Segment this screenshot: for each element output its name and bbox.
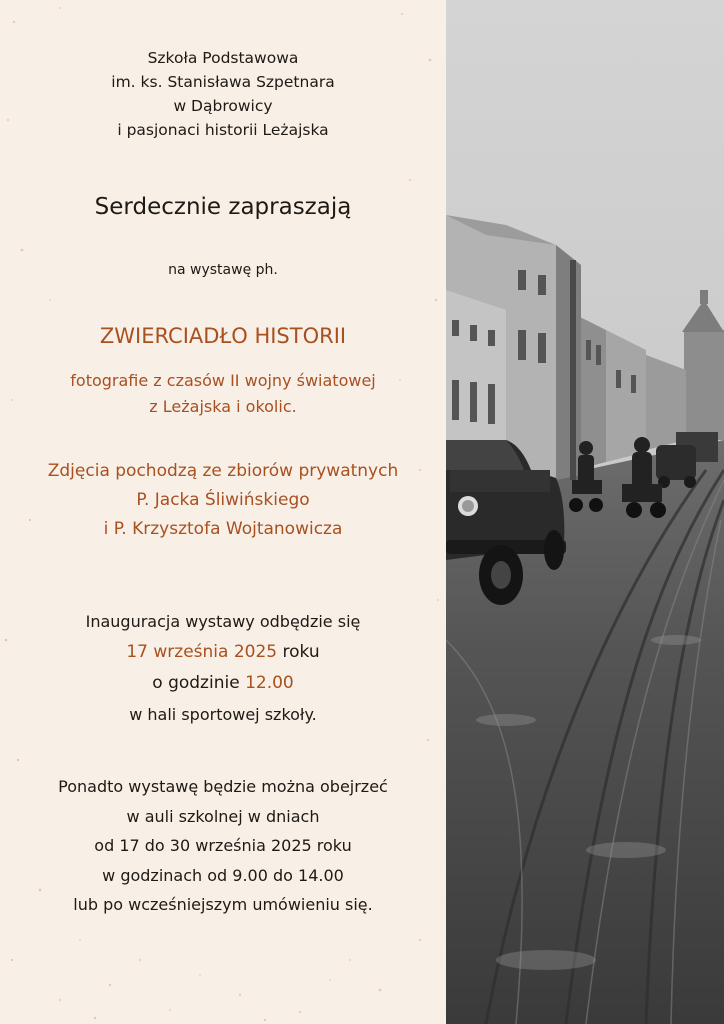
street-scene-illustration xyxy=(446,0,724,1024)
organizer-line-1: Szkoła Podstawowa xyxy=(147,49,299,67)
inauguration-info xyxy=(0,606,446,730)
inauguration-date: 17 września 2025 xyxy=(126,642,278,662)
organizer-line-3: w Dąbrowicy xyxy=(173,97,273,115)
inauguration-year-word: roku xyxy=(277,642,320,662)
organizer-line-2: im. ks. Stanisława Szpetnara xyxy=(111,73,335,91)
inauguration-place: w hali sportowej szkoły. xyxy=(129,705,317,724)
organizers xyxy=(0,46,446,142)
additional-line-3: od 17 do 30 września 2025 roku xyxy=(94,836,352,855)
inauguration-time-line xyxy=(0,668,446,699)
additional-line-2: w auli szkolnej w dniach xyxy=(126,806,320,826)
additional-info xyxy=(0,772,446,920)
inauguration-time: 12.00 xyxy=(245,673,294,693)
source-line-3: i P. Krzysztofa Wojtanowicza xyxy=(103,519,343,539)
description-line-1: fotografie z czasów II wojny światowej xyxy=(70,371,376,390)
description-line-2: z Leżajska i okolic. xyxy=(149,397,297,416)
source-line-2: P. Jacka Śliwińskiego xyxy=(136,490,310,510)
invitation-text: na wystawę ph. xyxy=(168,262,278,278)
exhibition-description xyxy=(0,368,446,420)
inauguration-line: Inauguracja wystawy odbędzie się xyxy=(85,612,361,631)
organizer-line-4: i pasjonaci historii Leżajska xyxy=(117,121,329,139)
inauguration-date-line xyxy=(0,637,446,668)
source-line-1: Zdjęcia pochodzą ze zbiorów prywatnych xyxy=(47,461,399,481)
historic-street-photo xyxy=(446,0,724,1024)
inauguration-time-prefix: o godzinie xyxy=(152,673,246,693)
additional-line-4: w godzinach od 9.00 do 14.00 xyxy=(102,865,344,885)
photo-source xyxy=(0,457,446,544)
additional-line-1: Ponadto wystawę będzie można obejrzeć xyxy=(58,777,388,796)
additional-line-5: lub po wcześniejszym umówieniu się. xyxy=(73,895,373,914)
exhibition-title: ZWIERCIADŁO HISTORII xyxy=(99,324,347,348)
greeting: Serdecznie zapraszają xyxy=(94,194,352,220)
